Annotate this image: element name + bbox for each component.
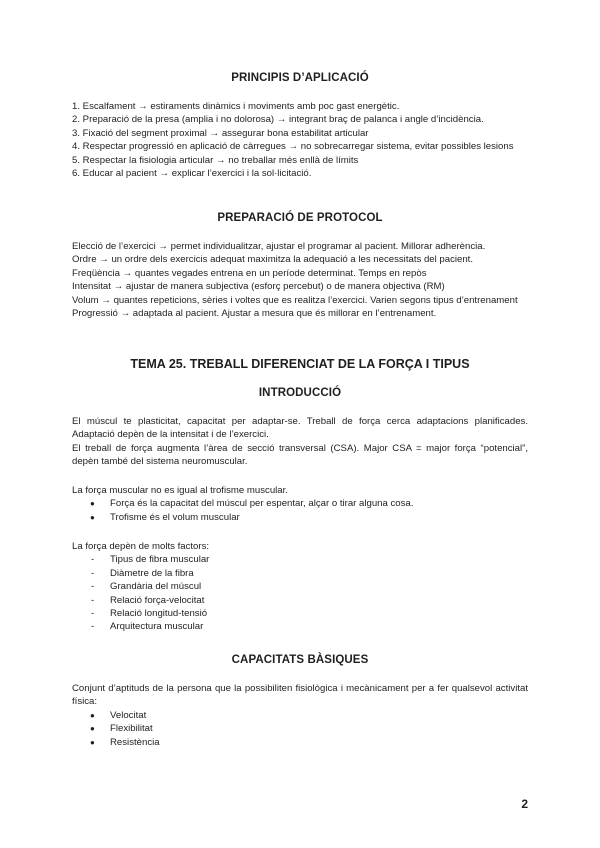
protocol-item: Freqüència → quantes vegades entrena en un període determinat. Temps en repòs xyxy=(72,267,427,279)
list-item: - Relació força-velocitat xyxy=(72,594,528,607)
principis-item: 1. Escalfament → estiraments dinàmics i moviments amb poc gast energètic. xyxy=(72,101,400,112)
list-item: - Grandària del múscul xyxy=(72,580,528,593)
trofisme-bullets xyxy=(72,497,528,524)
factors-block xyxy=(72,540,528,634)
list-item: ● Velocitat xyxy=(72,709,528,722)
section-title-protocol: PREPARACIÓ DE PROTOCOL xyxy=(217,212,383,224)
capacitats-lead: Conjunt d’aptituds de la persona que la possibiliten fisiològica i mecànicament per a fer qualsevol activitat física: xyxy=(72,683,528,708)
principis-item: 4. Respectar progressió en aplicació de càrregues → no sobrecarregar sistema, evitar possibles lesions xyxy=(72,141,514,153)
principis-item: 5. Respectar la fisiologia articular → no treballar més enllà de límits xyxy=(72,154,359,166)
principis-item: 2. Preparació de la presa (amplia i no dolorosa) → integrant braç de palanca i angle d’incidència. xyxy=(72,114,484,126)
list-item: ● Trofisme és el volum muscular xyxy=(72,511,528,524)
introduccio-block xyxy=(72,415,528,469)
section-title-principis: PRINCIPIS D’APLICACIÓ xyxy=(231,72,369,84)
protocol-item: Volum → quantes repeticions, sèries i voltes que es realitza l’exercici. Varien segons tipus d’entrenament xyxy=(72,294,518,306)
section-title-capacitats: CAPACITATS BÀSIQUES xyxy=(231,654,369,666)
list-item: - Relació longitud-tensió xyxy=(72,607,528,620)
list-item: ● Resistència xyxy=(72,736,528,749)
trofisme-lead: La força muscular no es igual al trofisme muscular. xyxy=(72,485,288,496)
protocol-item: Intensitat → ajustar de manera subjectiva (esforç percebut) o de manera objectiva (RM) xyxy=(72,281,445,293)
list-item: - Tipus de fibra muscular xyxy=(72,553,528,566)
principis-item: 3. Fixació del segment proximal → assegurar bona estabilitat articular xyxy=(72,127,369,139)
tema-title: TEMA 25. TREBALL DIFERENCIAT DE LA FORÇA I TIPUS xyxy=(130,357,470,371)
list-item: ● Força és la capacitat del múscul per espentar, alçar o tirar alguna cosa. xyxy=(72,497,528,510)
protocol-item: Progressió → adaptada al pacient. Ajustar a mesura que és millorar en l’entrenament. xyxy=(72,308,437,320)
trofisme-block xyxy=(72,484,528,524)
capacitats-block xyxy=(72,682,528,749)
protocol-item: Ordre → un ordre dels exercicis adequat maximitza la adequació a les necessitats del pacient. xyxy=(72,254,474,266)
list-item: - Diàmetre de la fibra xyxy=(72,567,528,580)
list-item: ● Flexibilitat xyxy=(72,722,528,735)
list-item: - Arquitectura muscular xyxy=(72,620,528,633)
principis-item: 6. Educar al pacient → explicar l’exercici i la sol·licitació. xyxy=(72,168,312,180)
principis-list xyxy=(72,100,528,180)
intro-paragraph: El treball de força augmenta l’àrea de secció transversal (CSA). Major CSA = major força “potencial”, depèn també del sistema neuromuscular. xyxy=(72,442,528,468)
capacitats-list xyxy=(72,709,528,749)
protocol-list xyxy=(72,240,528,320)
factors-lead: La força depèn de molts factors: xyxy=(72,541,210,552)
protocol-item: Elecció de l’exercici → permet individualitzar, ajustar el programar al pacient. Millorar adherència. xyxy=(72,241,486,252)
page-number: 2 xyxy=(521,797,528,811)
intro-paragraph: El múscul te plasticitat, capacitat per adaptar-se. Treball de força cerca adaptacions planificades. Adaptació depèn de la intensitat i de l’exercici. xyxy=(72,416,528,441)
section-title-introduccio: INTRODUCCIÓ xyxy=(258,387,342,399)
factors-list xyxy=(72,553,528,633)
